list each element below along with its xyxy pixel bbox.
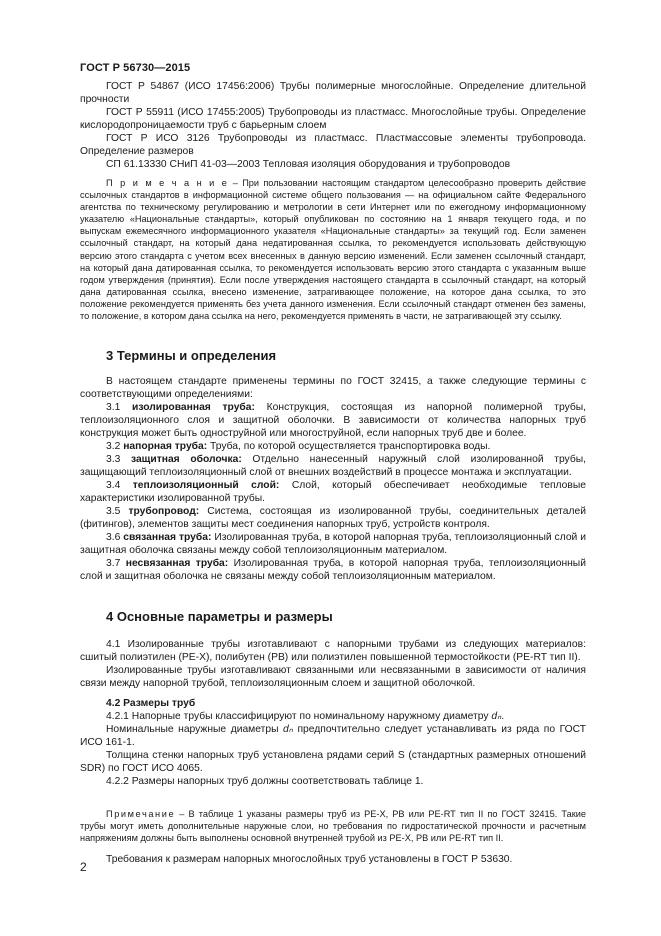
term-name: связанная труба: xyxy=(123,532,212,544)
term-name: несвязанная труба: xyxy=(125,558,229,570)
section-4-p1: 4.1 Изолированные трубы изготавливают с напорными трубами из следующих материалов: сшитый полиэтилен (PE-X), полибутен (PB) или полиэтилен повышенной термостойкости (PE-RT тип II). xyxy=(80,639,586,664)
term-name: напорная труба: xyxy=(123,441,208,453)
section-3-title: 3 Термины и определения xyxy=(106,348,277,364)
term-item: 3.1 изолированная труба: Конструкция, состоящая из напорной полимерной трубы, теплоизоляционного слоя и защитной оболочки. В зависимости от количества напорных труб конструкция может быть одноструйной или многоструйной, если напорных труб две и более. xyxy=(80,402,586,440)
section-4-p6: 4.2.2 Размеры напорных труб должны соответствовать таблице 1. xyxy=(106,776,424,788)
section-4-p5: Толщина стенки напорных труб установлена рядами серий S (стандартных размерных отношений SDR) по ГОСТ ИСО 4065. xyxy=(80,750,586,775)
term-item: 3.7 несвязанная труба: Изолированная труба, в которой напорная труба, теплоизоляционный слой и защитная оболочка не связаны между собой теплоизоляционным материалом. xyxy=(80,558,586,583)
document-header: ГОСТ Р 56730—2015 xyxy=(80,62,191,74)
page-number: 2 xyxy=(80,860,87,874)
term-item: 3.6 связанная труба: Изолированная труба, в которой напорная труба, теплоизоляционный слой и защитная оболочка связаны между собой теплоизоляционным материалом. xyxy=(80,532,586,557)
section-4-title: 4 Основные параметры и размеры xyxy=(106,609,333,625)
term-name: теплоизоляционный слой: xyxy=(132,480,280,492)
term-item: 3.5 трубопровод: Система, состоящая из изолированной трубы, соединительных деталей (фитингов), элементов защиты мест соединения напорных труб, устройств контроля. xyxy=(80,506,586,531)
term-name: изолированная труба: xyxy=(132,402,255,414)
section-3-intro: В настоящем стандарте применены термины по ГОСТ 32415, а также следующие термины с соответствующими определениями: xyxy=(80,376,586,401)
note-text: – В таблице 1 указаны размеры труб из PE-X, PB или PE-RT тип II по ГОСТ 32415. Такие трубы могут иметь дополнительные наружные слои, но требования по гидростатической прочности и расчетным напряжениям должны быть выполнены основной внутренней трубой из PE-X, PB или PE-RT тип II. xyxy=(80,809,586,844)
section-4-p3: 4.2.1 Напорные трубы классифицируют по номинальному наружному диаметру dₙ. xyxy=(106,711,505,723)
section-4-p4: Номинальные наружные диаметры dₙ предпочтительно следует устанавливать из ряда по ГОСТ ИСО 161-1. xyxy=(80,724,586,749)
section-4-p7: Требования к размерам напорных многослойных труб установлены в ГОСТ Р 53630. xyxy=(106,854,513,866)
term-name: защитная оболочка: xyxy=(130,454,242,466)
diameter-symbol: dₙ xyxy=(491,711,502,723)
term-name: трубопровод: xyxy=(128,506,200,518)
note-label: Примечание xyxy=(106,809,176,820)
note-table-1 xyxy=(80,808,586,844)
diameter-symbol: dₙ xyxy=(283,724,293,736)
section-4-p2: Изолированные трубы изготавливают связанными или несвязанными в зависимости от наличия связи между напорной трубой, теплоизоляционным слоем и защитной оболочкой. xyxy=(80,665,586,690)
ref-item: ГОСТ Р ИСО 3126 Трубопроводы из пластмасс. Пластмассовые элементы трубопровода. Определение размеров xyxy=(80,133,586,157)
note-references xyxy=(80,177,586,322)
page-content xyxy=(80,80,586,866)
ref-item: ГОСТ Р 55911 (ИСО 17455:2005) Трубопроводы из пластмасс. Многослойные трубы. Определение кислородопроницаемости труб с барьерным слоем xyxy=(80,107,586,131)
term-item: 3.4 теплоизоляционный слой: Слой, который обеспечивает необходимые тепловые характеристики изолированной трубы. xyxy=(80,480,587,505)
subsection-4-2-title: 4.2 Размеры труб xyxy=(106,698,196,710)
term-item: 3.2 напорная труба: Труба, по которой осуществляется транспортировка воды. xyxy=(106,441,491,453)
note-label: П р и м е ч а н и е xyxy=(106,178,229,188)
ref-item: СП 61.13330 СНиП 41-03—2003 Тепловая изоляция оборудования и трубопроводов xyxy=(106,159,511,170)
term-item: 3.3 защитная оболочка: Отдельно нанесенный наружный слой изолированной трубы, защищающий теплоизоляционный слой от внешних воздействий в процессе монтажа и эксплуатации. xyxy=(80,454,586,479)
note-text: – При пользовании настоящим стандартом целесообразно проверить действие ссылочных стандартов в информационной системе общего пользования — на официальном сайте Федерального агентства по техническому регулированию и метрологии в сети Интернет или по ежегодному информационному указателю «Национальные стандарты», который опубликован по состоянию на 1 января текущего года, и по выпускам ежемесячного информационного указателя «Национальные стандарты» за текущий год. Если заменен ссылочный стандарт, на который дана недатированная ссылка, то рекомендуется использовать действующую версию этого стандарта с учетом всех внесенных в данную версию изменений. Если заменен ссылочный стандарт, на который дана датированная ссылка, то рекомендуется использовать версию этого стандарта с указанным выше годом утверждения (принятия). Если после утверждения настоящего стандарта в ссылочный стандарт, на который дана датированная ссылка, внесено изменение, затрагивающее положение, на которое дана ссылка, то это положение рекомендуется применять без учета данного изменения. Если ссылочный стандарт отменен без замены, то положение, в котором дана ссылка на него, рекомендуется применять в части, не затрагивающей эту ссылку. xyxy=(80,178,586,322)
ref-item: ГОСТ Р 54867 (ИСО 17456:2006) Трубы полимерные многослойные. Определение длительной прочности xyxy=(80,81,586,105)
